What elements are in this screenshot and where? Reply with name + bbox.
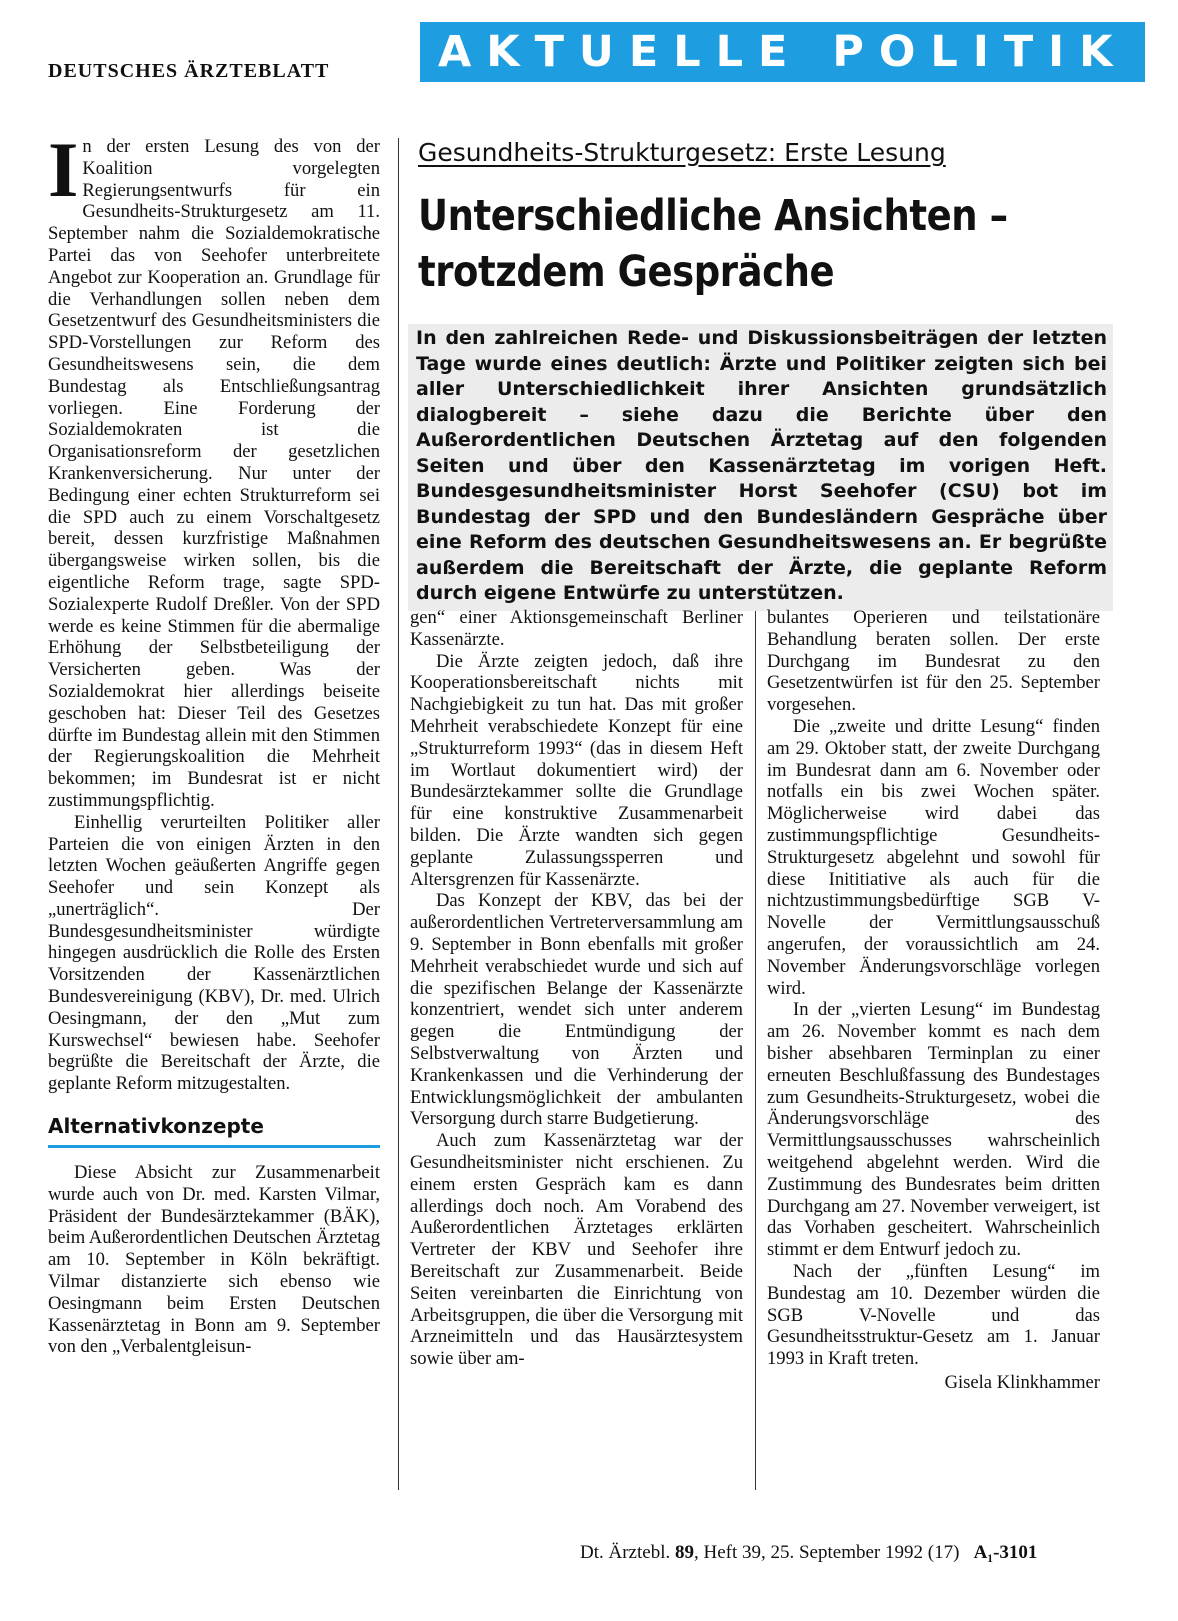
col3-paragraph-1: bulantes Operieren und teilstationäre Behandlung beraten sollen. Der erste Durchgang im Bundesrat zu den Gesetzentwürfen ist für den 25. September vorgesehen. — [767, 607, 1100, 716]
col1-paragraph-3: Diese Absicht zur Zusammenarbeit wurde auch von Dr. med. Karsten Vilmar, Präsident der Bundesärztekammer (BÄK), beim Außerordentlichen Deutschen Ärztetag am 10. September in Köln bekräftigt. Vilmar distanzierte sich ebenso wie Oesingmann beim Ersten Deutschen Kassenärztetag in Bonn am 9. September von den „Verbalentgleisun- — [48, 1162, 380, 1358]
author-name: Gisela Klinkhammer — [944, 1371, 1100, 1393]
drop-cap: I — [48, 126, 79, 213]
article-kicker: Gesundheits-Strukturgesetz: Erste Lesung — [418, 138, 946, 167]
article-column-2 — [410, 607, 743, 1370]
headline-line-2: trotzdem Gespräche — [418, 247, 835, 297]
col1-paragraph-1: In der ersten Lesung des von der Koalition vorgelegten Regierungsentwurfs für ein Gesundheits-Strukturgesetz am 11. September nahm die Sozialdemokratische Partei das von Seehofer unterbreitete Angebot zur Kooperation an. Grundlage für die Verhandlungen sollen neben dem Gesetzentwurf des Gesundheitsministers die SPD-Vorstellungen zur Reform des Gesundheitswesens sein, die dem Bundestag als Entschließungsantrag vorliegen. Eine Forderung der Sozialdemokraten ist die Organisationsreform der gesetzlichen Krankenversicherung. Nur unter der Bedingung einer echten Strukturreform sei die SPD auch zu einem Vorschaltgesetz bereit, dessen kurzfristige Maßnahmen übergangsweise wirken sollen, bis die eigentliche Reform trage, sagte SPD-Sozialexperte Rudolf Dreßler. Von der SPD werde es keine Stimmen für die abermalige Erhöhung der Selbstbeteiligung der Versicherten geben. Was der Sozialdemokrat hier allerdings beiseite geschoben hat: Dieser Teil des Gesetzes dürfte im Bundestag allein mit den Stimmen der Regierungskoalition die Mehrheit bekommen; im Bundesrat ist er nicht zustimmungspflichtig. — [48, 126, 380, 811]
section-banner: AKTUELLE POLITIK — [420, 22, 1145, 82]
col2-paragraph-2: Die Ärzte zeigten jedoch, daß ihre Kooperationsbereitschaft nichts mit Nachgiebigkeit zu tun hat. Das mit großer Mehrheit verabschiedete Konzept für eine „Strukturreform 1993“ (das in diesem Heft im Wortlaut dokumentiert wird) der Bundesärztekammer sollte die Grundlage für eine konstruktive Zusammenarbeit bilden. Die Ärzte wandten sich gegen geplante Zulassungssperren und Altersgrenzen für Kassenärzte. — [410, 650, 743, 890]
article-headline — [418, 188, 1037, 300]
journal-name: DEUTSCHES ÄRZTEBLATT — [48, 60, 330, 82]
footer-volume: 89 — [674, 1542, 694, 1563]
footer-journal: Dt. Ärztebl. — [580, 1542, 671, 1563]
column-rule-left — [398, 138, 399, 1490]
article-lead: In den zahlreichen Rede- und Diskussionsbeiträgen der letzten Tage wurde eines deutlich: Ärzte und Politiker zeigten sich bei aller Unterschiedlichkeit ihrer Ansichten grundsätzlich dialogbereit – siehe dazu die Berichte über den Außerordentlichen Deutschen Ärztetag auf den folgenden Seiten und über den Kassenärztetag im vorigen Heft. Bundesgesundheitsminister Horst Seehofer (CSU) bot im Bundestag der SPD und den Bundesländern Gespräche über eine Reform des deutschen Gesundheitswesens an. Er begrüßte außerdem die Bereitschaft der Ärzte, die geplante Reform durch eigene Entwürfe zu unterstützen. — [408, 324, 1113, 611]
headline-line-1: Unterschiedliche Ansichten – — [418, 191, 1008, 241]
col2-paragraph-4: Auch zum Kassenärztetag war der Gesundheitsminister nicht erschienen. Zu einem ersten Gespräch kam es dann allerdings doch noch. Am Vorabend des Außerordentlichen Ärztetages erklärten Vertreter der KBV und Seehofer ihre Bereitschaft zur Zusammenarbeit. Beide Seiten vereinbarten die Einrichtung von Arbeitsgruppen, die über die Versorgung mit Arzneimitteln und das Hausärztesystem sowie über am- — [410, 1130, 743, 1370]
article-column-1 — [48, 126, 380, 1358]
page-footer — [580, 1542, 1120, 1564]
subheading-alternativkonzepte: Alternativkonzepte — [48, 1113, 380, 1148]
column-rule-right — [755, 600, 756, 1490]
footer-page-number: A₁-3101 — [973, 1542, 1038, 1563]
footer-issue: , Heft 39, 25. September 1992 (17) — [693, 1542, 960, 1563]
col3-paragraph-2: Die „zweite und dritte Lesung“ finden am 29. Oktober statt, der zweite Durchgang im Bundesrat dann am 6. November oder notfalls ein bis zwei Wochen später. Möglicherweise wird dabei das zustimmungspflichtige Gesundheits-Strukturgesetz abgelehnt und sowohl für diese Inititiative als auch für die nichtzustimmungsbedürftige SGB V-Novelle der Vermittlungsausschuß angerufen, der voraussichtlich am 24. November Änderungsvorschläge vorlegen wird. — [767, 715, 1100, 999]
col2-paragraph-1: gen“ einer Aktionsgemeinschaft Berliner Kassenärzte. — [410, 607, 743, 650]
col3-paragraph-4: Nach der „fünften Lesung“ im Bundestag am 10. Dezember würden die SGB V-Novelle und das Gesundheitsstruktur-Gesetz am 1. Januar 1993 in Kraft treten. — [767, 1260, 1100, 1370]
article-column-3 — [767, 607, 1100, 1394]
col3-paragraph-3: In der „vierten Lesung“ im Bundestag am 26. November kommt es nach dem bisher absehbaren Terminplan zu einer erneuten Beschlußfassung des Bundestages zum Gesundheits-Strukturgesetz, wobei die Änderungsvorschläge des Vermittlungsausschusses wahrscheinlich weitgehend abgelehnt werden. Wird die Zustimmung des Bundesrates beim dritten Durchgang am 27. November verweigert, ist das Vorhaben gescheitert. Wahrscheinlich stimmt er dem Entwurf jedoch zu. — [767, 999, 1100, 1261]
col2-paragraph-3: Das Konzept der KBV, das bei der außerordentlichen Vertreterversammlung am 9. September in Bonn ebenfalls mit großer Mehrheit verabschiedet wurde und sich auf die spezifischen Belange der Kassenärzte konzentriert, wendet sich unter anderem gegen die Entmündigung der Selbstverwaltung von Ärzten und Krankenkassen und die Verhinderung der Entwicklungsmöglichkeit der ambulanten Versorgung durch starre Budgetierung. — [410, 890, 743, 1130]
col1-paragraph-2: Einhellig verurteilten Politiker aller Parteien die von einigen Ärzten in den letzten Wochen geäußerten Angriffe gegen Seehofer und sein Konzept als „unerträglich“. Der Bundesgesundheitsminister würdigte hingegen ausdrücklich die Rolle des Ersten Vorsitzenden der Kassenärztlichen Bundesvereinigung (KBV), Dr. med. Ulrich Oesingmann, der den „Mut zum Kurswechsel“ bewiesen habe. Seehofer begrüßte die Bereitschaft der Ärzte, die geplante Reform mitzugestalten. — [48, 811, 380, 1095]
